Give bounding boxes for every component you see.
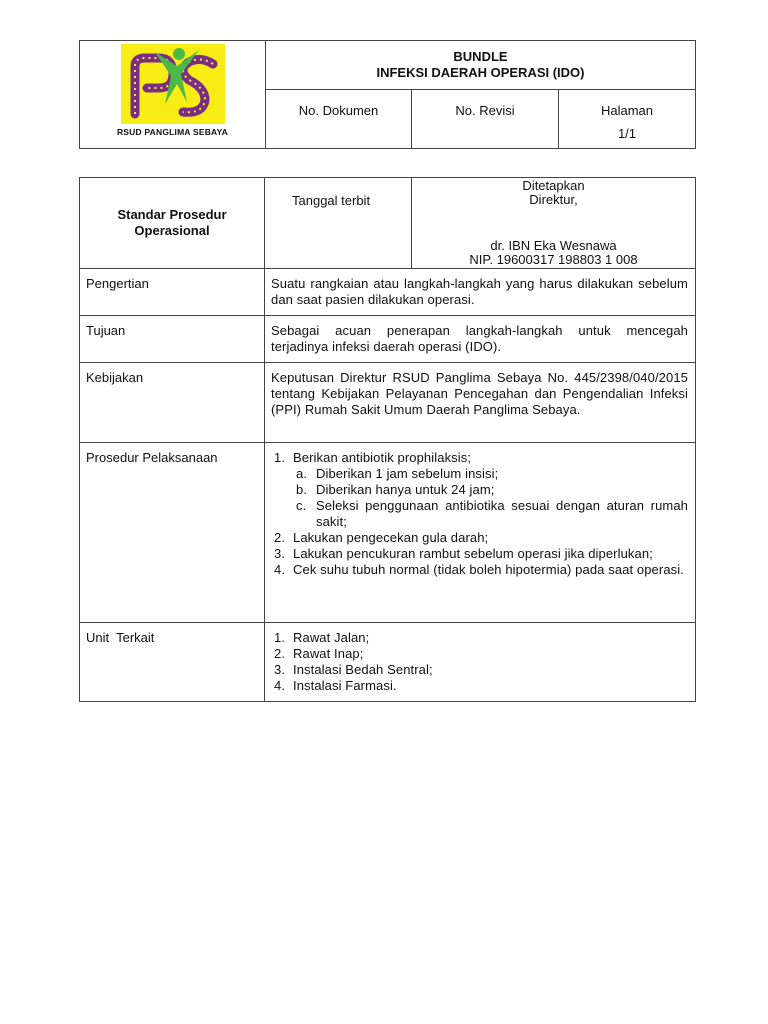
approval-line-2: Direktur, [529,192,578,207]
page-label: Halaman [600,103,654,118]
bundle-label: BUNDLE [453,49,508,64]
document-title-cell [266,41,696,90]
approval-block [412,178,696,269]
row-content-kebijakan: Keputusan Direktur RSUD Panglima Sebaya No. 445/2398/040/2015 tentang Kebijakan Pelayanan Pencegahan dan Pengendalian Infeksi (PPI) Rumah Sakit Umum Daerah Panglima Sebaya. [265,363,696,443]
procedure-substep: a. Diberikan 1 jam sebelum insisi; [296,466,499,481]
sop-title: Standar Prosedur Operasional [80,178,265,269]
row-label-prosedur: Prosedur Pelaksanaan [80,443,265,623]
procedure-step: 3. Lakukan pencukuran rambut sebelum operasi jika diperlukan; [274,546,653,561]
procedure-step: 4. Cek suhu tubuh normal (tidak boleh hipotermia) pada saat operasi. [274,562,684,577]
revision-label: No. Revisi [455,103,515,118]
row-label-unit-terkait: Unit Terkait [80,623,265,702]
hospital-logo [121,44,225,124]
row-label-tujuan: Tujuan [80,316,265,363]
sop-table [79,177,696,702]
ps-logo-icon [121,44,225,124]
related-unit-item: 2. Rawat Inap; [274,646,364,661]
signatory-name: dr. IBN Eka Wesnawa [490,238,617,253]
procedure-step: 2. Lakukan pengecekan gula darah; [274,530,489,545]
page-cell [559,90,696,149]
row-label-kebijakan: Kebijakan [80,363,265,443]
document-title: INFEKSI DAERAH OPERASI (IDO) [376,65,585,80]
hospital-name: RSUD PANGLIMA SEBAYA [116,127,229,137]
procedure-substep-list [293,466,688,530]
logo-cell [80,41,266,149]
row-content-unit-terkait [265,623,696,702]
related-units-list [271,630,688,694]
approval-line-1: Ditetapkan [522,178,585,193]
page-value: 1/1 [617,126,637,141]
issued-date-label: Tanggal terbit [265,178,412,269]
procedure-list [271,450,688,578]
row-content-prosedur [265,443,696,623]
doc-number-cell [266,90,412,149]
procedure-substep: b. Diberikan hanya untuk 24 jam; [296,482,495,497]
row-content-pengertian: Suatu rangkaian atau langkah-langkah yang harus dilakukan sebelum dan saat pasien dilakukan operasi. [265,269,696,316]
doc-number-label: No. Dokumen [298,103,379,118]
signatory-nip: NIP. 19600317 198803 1 008 [469,252,638,267]
related-unit-item: 3. Instalasi Bedah Sentral; [274,662,433,677]
row-label-pengertian: Pengertian [80,269,265,316]
procedure-step: 1. Berikan antibiotik prophilaksis; a. Diberikan 1 jam sebelum insisi; b. Diberikan hanya untuk 24 jam; c. Seleksi penggunaan antibiotika sesuai dengan aturan rumah sakit; [274,450,688,529]
procedure-substep: c. Seleksi penggunaan antibiotika sesuai dengan aturan rumah sakit; [296,498,688,529]
related-unit-item: 4. Instalasi Farmasi. [274,678,397,693]
document-header [79,40,696,149]
revision-cell [412,90,559,149]
related-unit-item: 1. Rawat Jalan; [274,630,370,645]
row-content-tujuan: Sebagai acuan penerapan langkah-langkah untuk mencegah terjadinya infeksi daerah operasi (IDO). [265,316,696,363]
